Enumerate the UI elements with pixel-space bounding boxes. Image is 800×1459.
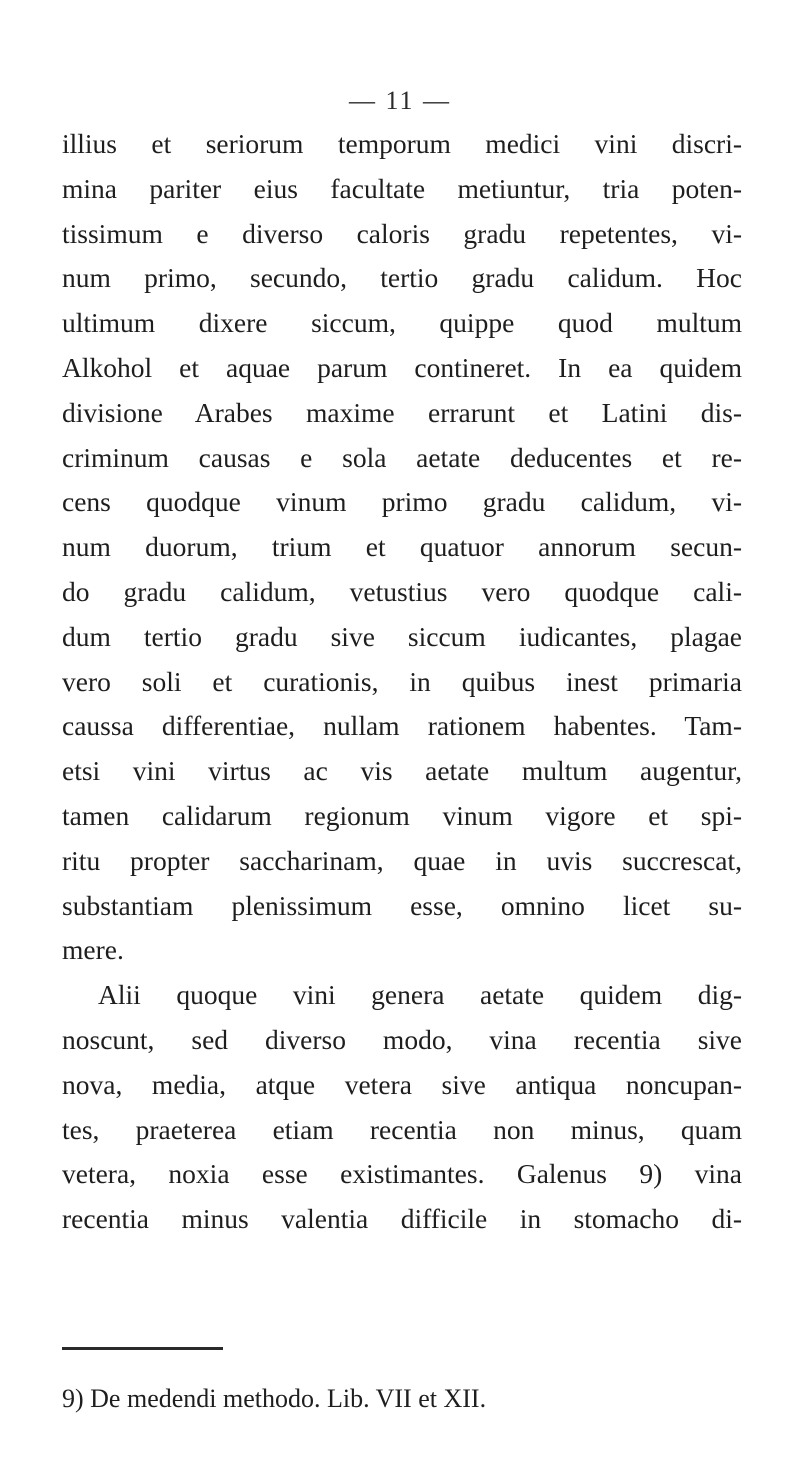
text-line: mina pariter eius facultate metiuntur, tria poten-	[62, 172, 742, 204]
text-line-paragraph-start: Alii quoque vini genera aetate quidem dig-	[98, 979, 742, 1011]
text-line: tamen calidarum regionum vinum vigore et spi-	[62, 799, 742, 831]
text-line: ritu propter saccharinam, quae in uvis succrescat,	[62, 844, 742, 876]
text-line: do gradu calidum, vetustius vero quodque cali-	[62, 575, 742, 607]
text-line: substantiam plenissimum esse, omnino licet su-	[62, 889, 742, 921]
text-line: criminum causas e sola aetate deducentes et re-	[62, 441, 742, 473]
text-line: tes, praeterea etiam recentia non minus, quam	[62, 1113, 742, 1145]
text-line-paragraph-end: mere.	[62, 934, 124, 966]
text-line: vero soli et curationis, in quibus inest primaria	[62, 665, 742, 697]
text-line: ultimum dixere siccum, quippe quod multum	[62, 307, 742, 339]
text-line: Alkohol et aquae parum contineret. In ea quidem	[62, 351, 742, 383]
text-line: illius et seriorum temporum medici vini discri-	[62, 128, 742, 159]
text-line: divisione Arabes maxime errarunt et Latini dis-	[62, 396, 742, 428]
page-number: — 11 —	[348, 86, 452, 115]
text-line: etsi vini virtus ac vis aetate multum augentur,	[62, 755, 742, 787]
text-line: vetera, noxia esse existimantes. Galenus 9) vina	[62, 1158, 742, 1190]
text-line: num primo, secundo, tertio gradu calidum. Hoc	[62, 262, 742, 294]
text-line: caussa differentiae, nullam rationem habentes. Tam-	[62, 710, 742, 742]
text-line: noscunt, sed diverso modo, vina recentia sive	[62, 1023, 742, 1055]
text-line: dum tertio gradu sive siccum iudicantes, plagae	[62, 620, 742, 652]
text-line: cens quodque vinum primo gradu calidum, vi-	[62, 486, 742, 518]
text-line: tissimum e diverso caloris gradu repetentes, vi-	[62, 217, 742, 249]
text-line: num duorum, trium et quatuor annorum secun-	[62, 531, 742, 563]
footnote-divider	[62, 1347, 223, 1350]
text-line: recentia minus valentia difficile in stomacho di-	[62, 1203, 742, 1235]
text-line: nova, media, atque vetera sive antiqua noncupan-	[62, 1068, 742, 1100]
body-text	[62, 122, 742, 1242]
footnote: 9) De medendi methodo. Lib. VII et XII.	[62, 1384, 487, 1413]
